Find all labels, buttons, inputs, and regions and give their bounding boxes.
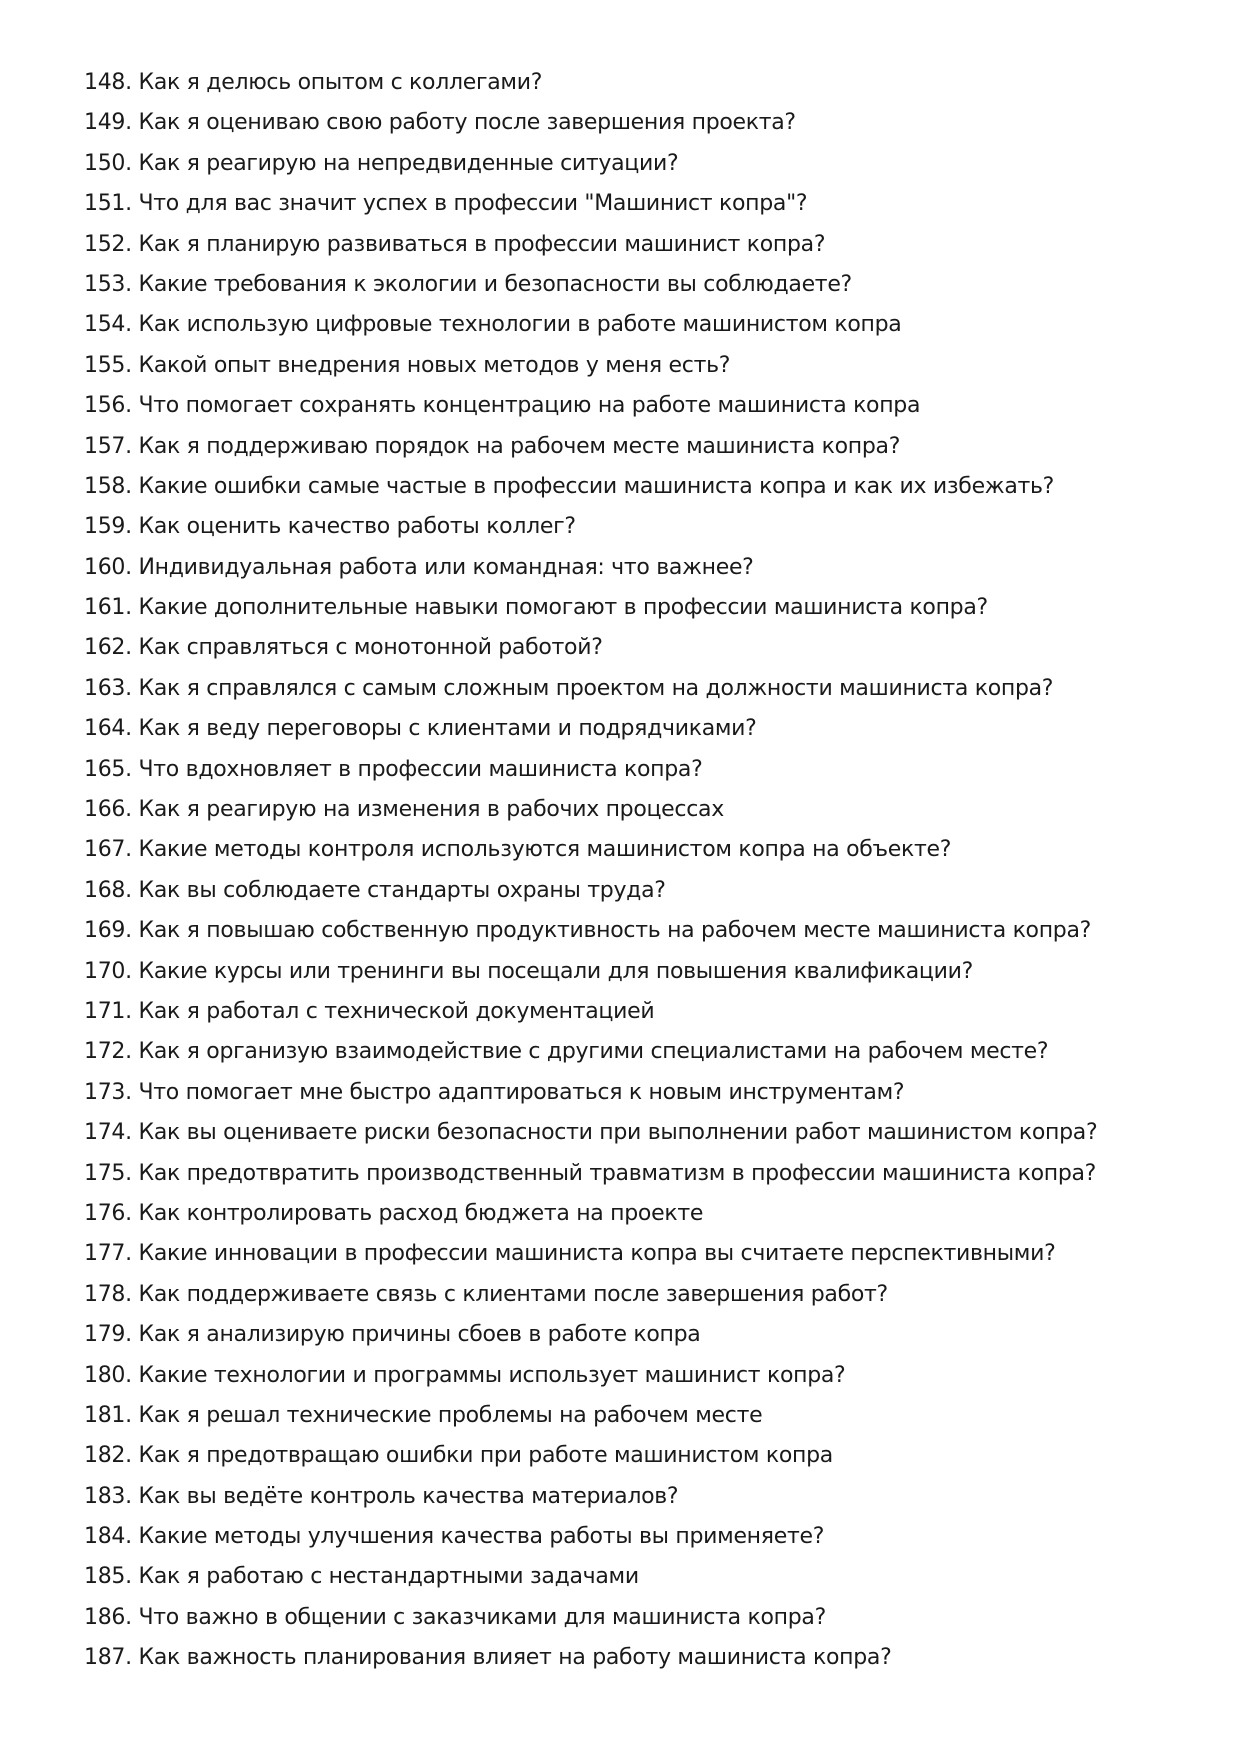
question-number: 153.: [84, 271, 132, 297]
list-item: [84, 103, 1204, 143]
question-text: Как контролировать расход бюджета на проекте: [138, 1200, 704, 1226]
question-text: Какие курсы или тренинги вы посещали для повышения квалификации?: [138, 958, 973, 984]
question-text: Какие технологии и программы использует машинист копра?: [138, 1362, 846, 1388]
list-item: [84, 669, 1204, 709]
question-text: Как использую цифровые технологии в работе машинистом копра: [138, 312, 902, 338]
list-item: [84, 1194, 1204, 1234]
question-text: Что важно в общении с заказчиками для машиниста копра?: [138, 1604, 826, 1630]
question-number: 164.: [84, 716, 132, 742]
question-number: 180.: [84, 1362, 132, 1388]
question-text: Что помогает сохранять концентрацию на работе машиниста копра: [138, 393, 921, 419]
list-item: [84, 467, 1204, 507]
list-item: [84, 790, 1204, 830]
question-text: Что для вас значит успех в профессии "Машинист копра"?: [138, 191, 808, 217]
question-text: Что помогает мне быстро адаптироваться к новым инструментам?: [138, 1079, 905, 1105]
list-item: [84, 1275, 1204, 1315]
question-text: Какие инновации в профессии машиниста копра вы считаете перспективными?: [138, 1241, 1056, 1267]
list-item: [84, 911, 1204, 951]
question-text: Какие ошибки самые частые в профессии машиниста копра и как их избежать?: [138, 473, 1055, 499]
question-number: 170.: [84, 958, 132, 984]
question-number: 173.: [84, 1079, 132, 1105]
question-number: 162.: [84, 635, 132, 661]
question-text: Какой опыт внедрения новых методов у меня есть?: [138, 352, 731, 378]
list-item: [84, 1356, 1204, 1396]
question-text: Как я предотвращаю ошибки при работе машинистом копра: [138, 1443, 833, 1469]
question-number: 150.: [84, 150, 132, 176]
list-item: [84, 184, 1204, 224]
question-number: 167.: [84, 837, 132, 863]
list-item: [84, 1638, 1204, 1678]
question-text: Как я организую взаимодействие с другими специалистами на рабочем месте?: [138, 1039, 1049, 1065]
list-item: [84, 63, 1204, 103]
list-item: [84, 1234, 1204, 1274]
list-item: [84, 1154, 1204, 1194]
question-text: Как оценить качество работы коллег?: [138, 514, 576, 540]
list-item: [84, 871, 1204, 911]
list-item: [84, 750, 1204, 790]
question-text: Как я планирую развиваться в профессии машинист копра?: [138, 231, 826, 257]
list-item: [84, 1477, 1204, 1517]
list-item: [84, 1396, 1204, 1436]
question-number: 156.: [84, 393, 132, 419]
question-text: Какие дополнительные навыки помогают в профессии машиниста копра?: [138, 595, 988, 621]
list-item: [84, 507, 1204, 547]
question-text: Как я реагирую на изменения в рабочих процессах: [138, 797, 724, 823]
question-text: Индивидуальная работа или командная: что важнее?: [138, 554, 754, 580]
question-number: 179.: [84, 1322, 132, 1348]
list-item: [84, 144, 1204, 184]
list-item: [84, 427, 1204, 467]
question-number: 158.: [84, 473, 132, 499]
question-number: 168.: [84, 877, 132, 903]
list-item: [84, 548, 1204, 588]
question-number: 160.: [84, 554, 132, 580]
question-number: 174.: [84, 1120, 132, 1146]
question-text: Как я веду переговоры с клиентами и подрядчиками?: [138, 716, 757, 742]
question-text: Как вы ведёте контроль качества материалов?: [138, 1483, 679, 1509]
question-text: Как справляться с монотонной работой?: [138, 635, 603, 661]
question-number: 176.: [84, 1200, 132, 1226]
question-number: 151.: [84, 191, 132, 217]
list-item: [84, 992, 1204, 1032]
question-number: 177.: [84, 1241, 132, 1267]
question-text: Как поддерживаете связь с клиентами после завершения работ?: [138, 1281, 888, 1307]
question-number: 152.: [84, 231, 132, 257]
question-number: 161.: [84, 595, 132, 621]
list-item: [84, 1557, 1204, 1597]
question-number: 184.: [84, 1524, 132, 1550]
question-number: 175.: [84, 1160, 132, 1186]
list-item: [84, 1436, 1204, 1476]
question-number: 148.: [84, 70, 132, 95]
question-number: 159.: [84, 514, 132, 540]
list-item: [84, 265, 1204, 305]
question-number: 171.: [84, 998, 132, 1024]
question-number: 157.: [84, 433, 132, 459]
question-text: Как вы соблюдаете стандарты охраны труда?: [138, 877, 666, 903]
list-item: [84, 225, 1204, 265]
question-text: Как я справлялся с самым сложным проектом на должности машиниста копра?: [138, 675, 1054, 701]
question-text: Как я работаю с нестандартными задачами: [138, 1564, 639, 1590]
list-item: [84, 628, 1204, 668]
question-text: Как вы оцениваете риски безопасности при выполнении работ машинистом копра?: [138, 1120, 1098, 1146]
question-number: 183.: [84, 1483, 132, 1509]
question-text: Как предотвратить производственный травматизм в профессии машиниста копра?: [138, 1160, 1097, 1186]
question-list: [84, 63, 1204, 1679]
question-number: 154.: [84, 312, 132, 338]
question-number: 149.: [84, 110, 132, 136]
question-number: 182.: [84, 1443, 132, 1469]
question-text: Как я анализирую причины сбоев в работе копра: [138, 1322, 701, 1348]
list-item: [84, 1598, 1204, 1638]
list-item: [84, 386, 1204, 426]
list-item: [84, 952, 1204, 992]
question-number: 155.: [84, 352, 132, 378]
question-text: Как я повышаю собственную продуктивность на рабочем месте машиниста копра?: [138, 918, 1092, 944]
question-number: 166.: [84, 797, 132, 823]
list-item: [84, 830, 1204, 870]
question-text: Какие методы контроля используются машинистом копра на объекте?: [138, 837, 952, 863]
question-text: Как я решал технические проблемы на рабочем месте: [138, 1402, 763, 1428]
question-number: 169.: [84, 918, 132, 944]
list-item: [84, 588, 1204, 628]
question-number: 163.: [84, 675, 132, 701]
list-item: [84, 1032, 1204, 1072]
question-number: 165.: [84, 756, 132, 782]
question-number: 187.: [84, 1645, 132, 1671]
question-number: 185.: [84, 1564, 132, 1590]
list-item: [84, 1315, 1204, 1355]
question-text: Какие методы улучшения качества работы вы применяете?: [138, 1524, 825, 1550]
question-number: 172.: [84, 1039, 132, 1065]
question-text: Как я работал с технической документацией: [138, 998, 655, 1024]
question-text: Как важность планирования влияет на работу машиниста копра?: [138, 1645, 892, 1671]
list-item: [84, 1517, 1204, 1557]
list-item: [84, 709, 1204, 749]
list-item: [84, 1113, 1204, 1153]
question-text: Какие требования к экологии и безопасности вы соблюдаете?: [138, 271, 852, 297]
question-number: 178.: [84, 1281, 132, 1307]
question-number: 181.: [84, 1402, 132, 1428]
question-text: Как я оцениваю свою работу после завершения проекта?: [138, 110, 796, 136]
question-text: Как я поддерживаю порядок на рабочем месте машиниста копра?: [138, 433, 901, 459]
question-text: Что вдохновляет в профессии машиниста копра?: [138, 756, 703, 782]
list-item: [84, 346, 1204, 386]
question-text: Как я делюсь опытом с коллегами?: [138, 70, 543, 95]
list-item: [84, 305, 1204, 345]
list-item: [84, 1073, 1204, 1113]
question-text: Как я реагирую на непредвиденные ситуации?: [138, 150, 679, 176]
question-number: 186.: [84, 1604, 132, 1630]
